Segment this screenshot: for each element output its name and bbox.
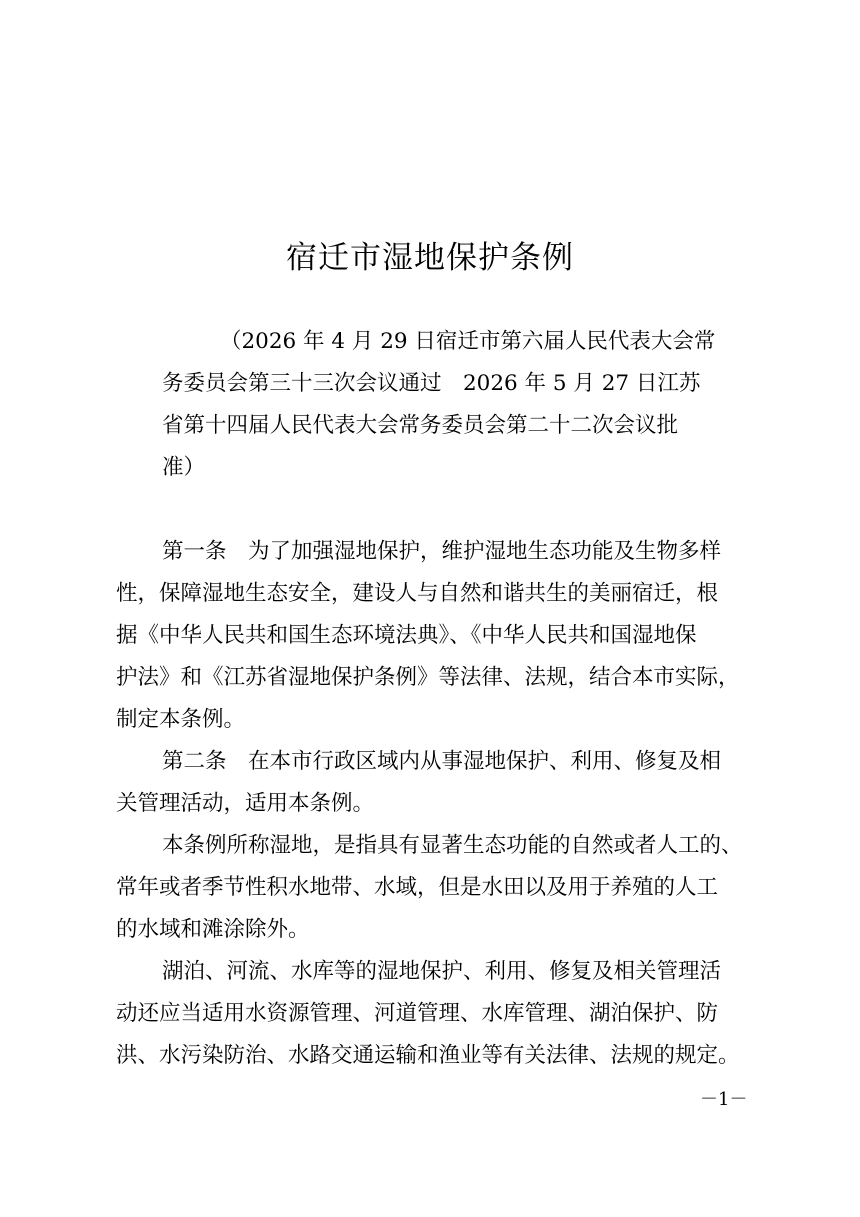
page-number: －1－ xyxy=(700,1089,748,1110)
article-2-line: 第二条 在本市行政区域内从事湿地保护、利用、修复及相 xyxy=(162,749,722,774)
article-2-paragraph-line: 本条例所称湿地，是指具有显著生态功能的自然或者人工的、 xyxy=(162,833,743,858)
preamble-line: 准） xyxy=(162,455,206,480)
article-2-line: 关管理活动，适用本条例。 xyxy=(116,791,375,816)
article-1-line: 第一条 为了加强湿地保护，维护湿地生态功能及生物多样 xyxy=(162,539,722,564)
article-2-paragraph-line: 洪、水污染防治、水路交通运输和渔业等有关法律、法规的规定。 xyxy=(116,1043,740,1068)
document-title: 宿迁市湿地保护条例 xyxy=(286,240,574,276)
article-2-paragraph-line: 湖泊、河流、水库等的湿地保护、利用、修复及相关管理活 xyxy=(162,959,722,984)
preamble-line: （2026 年 4 月 29 日宿迁市第六届人民代表大会常 xyxy=(220,329,716,354)
article-1-line: 性，保障湿地生态安全，建设人与自然和谐共生的美丽宿迁，根 xyxy=(116,581,719,606)
article-2-paragraph-line: 的水域和滩涂除外。 xyxy=(116,917,310,942)
preamble-line: 务委员会第三十三次会议通过 2026 年 5 月 27 日江苏 xyxy=(162,371,701,396)
article-1-line: 护法》和《江苏省湿地保护条例》等法律、法规，结合本市实际， xyxy=(116,665,740,690)
article-2-paragraph-line: 动还应当适用水资源管理、河道管理、水库管理、湖泊保护、防 xyxy=(116,1001,719,1026)
preamble-line: 省第十四届人民代表大会常务委员会第二十二次会议批 xyxy=(162,413,679,438)
article-1-line: 制定本条例。 xyxy=(116,707,246,732)
article-2-paragraph-line: 常年或者季节性积水地带、水域，但是水田以及用于养殖的人工 xyxy=(116,875,719,900)
article-1-line: 据《中华人民共和国生态环境法典》、《中华人民共和国湿地保 xyxy=(116,623,697,648)
